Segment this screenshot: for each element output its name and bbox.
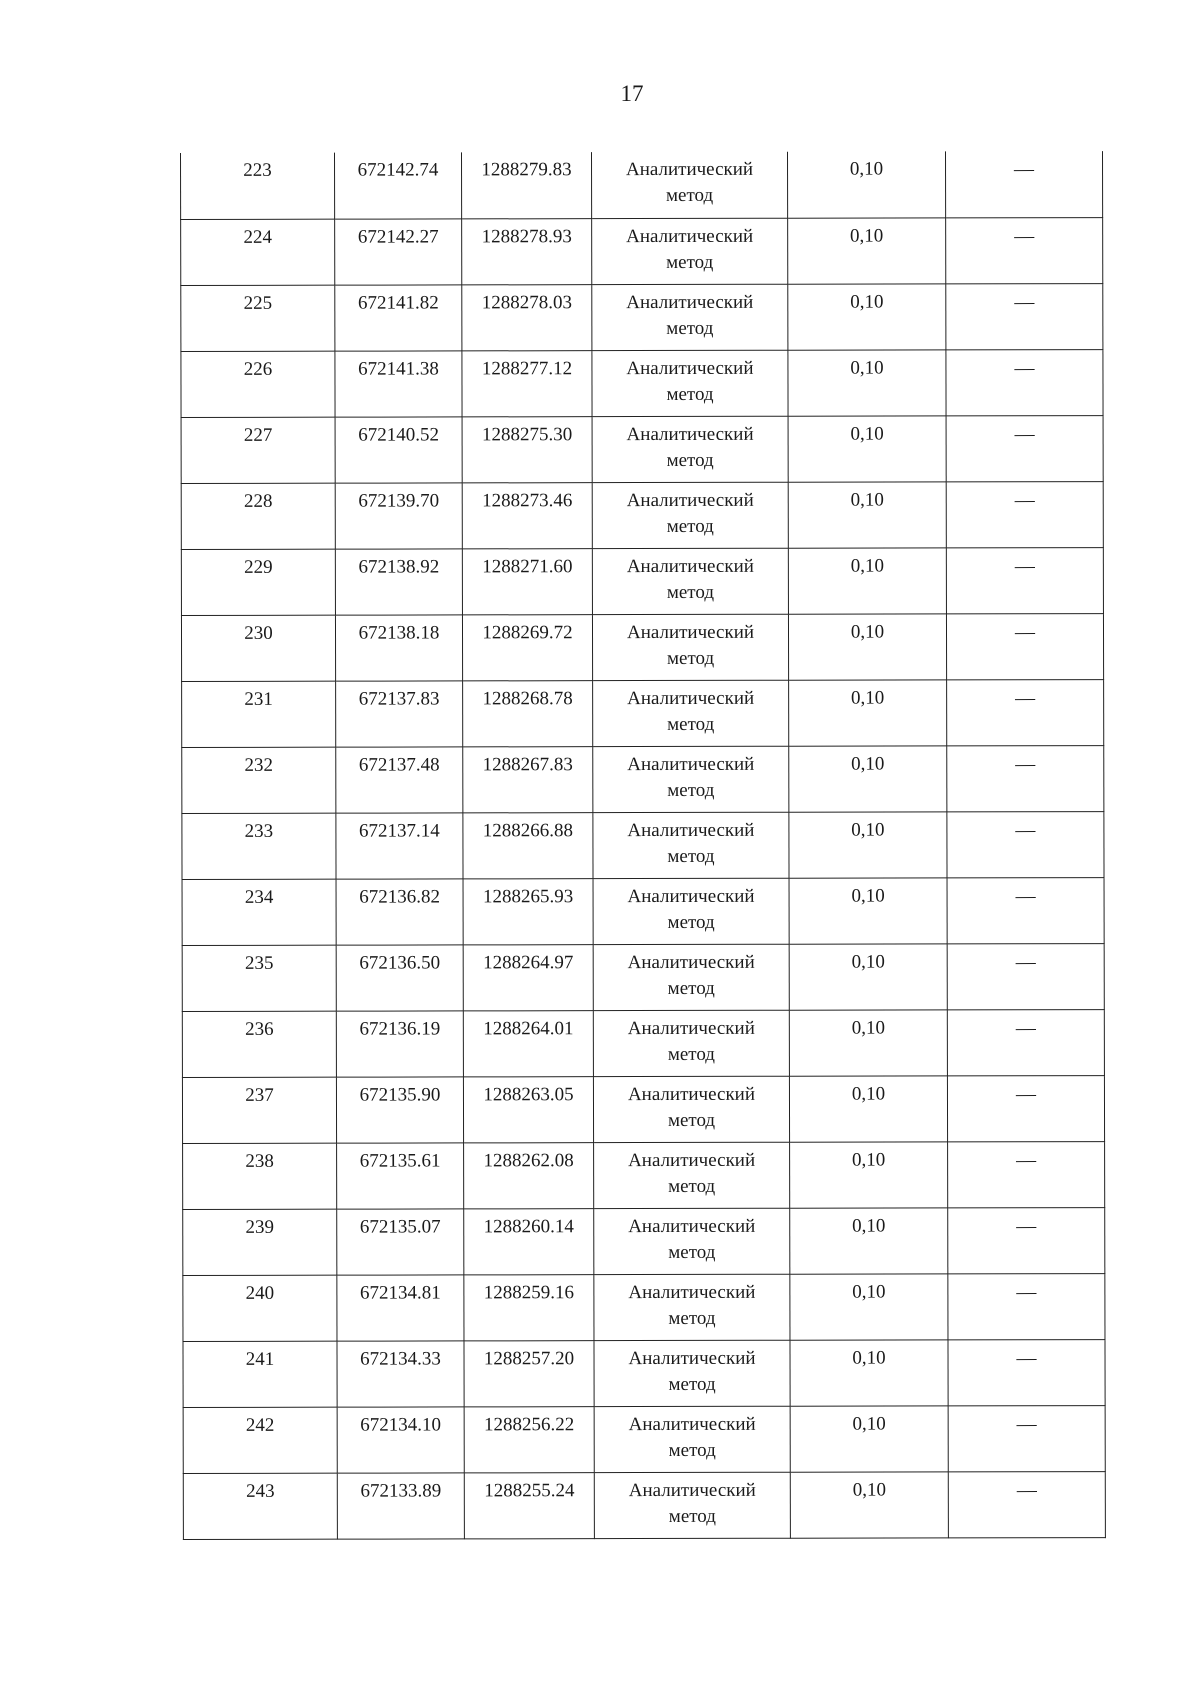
method-line-2: метод [667, 1109, 716, 1131]
x-coordinate-cell: 672138.18 [335, 614, 462, 680]
method-line-1: Аналитический [626, 555, 754, 577]
point-number-cell: 226 [181, 351, 335, 417]
method-line-1: Аналитический [626, 357, 754, 379]
method-line-1: Аналитический [627, 885, 755, 907]
y-coordinate-cell: 1288275.30 [462, 416, 592, 482]
description-cell: — [947, 877, 1104, 943]
point-number-cell: 240 [183, 1275, 337, 1341]
method-line-2: метод [666, 251, 714, 273]
y-coordinate-cell: 1288269.72 [462, 614, 592, 680]
accuracy-cell: 0,10 [789, 679, 947, 745]
point-number-cell: 239 [183, 1209, 337, 1275]
x-coordinate-cell: 672137.48 [336, 746, 463, 812]
x-coordinate-cell: 672135.90 [336, 1076, 463, 1142]
method-cell [592, 614, 788, 680]
method-cell [593, 944, 789, 1010]
method-line-1: Аналитический [626, 423, 754, 445]
point-number-cell: 231 [182, 681, 336, 747]
accuracy-cell: 0,10 [789, 745, 947, 811]
point-number-cell: 237 [182, 1077, 336, 1143]
accuracy-cell: 0,10 [790, 1141, 948, 1207]
point-number-cell: 232 [182, 747, 336, 813]
method-line-2: метод [667, 845, 715, 867]
method-line-1: Аналитический [627, 951, 755, 973]
point-number-cell: 241 [183, 1341, 337, 1407]
x-coordinate-cell: 672142.27 [335, 218, 462, 284]
method-line-1: Аналитический [626, 621, 755, 643]
table-row [183, 1273, 1105, 1341]
x-coordinate-cell: 672136.82 [336, 878, 463, 944]
description-cell: — [947, 943, 1104, 1009]
point-number-cell: 236 [182, 1011, 336, 1077]
method-line-2: метод [668, 1439, 716, 1461]
y-coordinate-cell: 1288255.24 [464, 1472, 594, 1538]
method-line-1: Аналитический [628, 1215, 756, 1237]
method-line-1: Аналитический [628, 1149, 756, 1171]
accuracy-cell: 0,10 [789, 1075, 947, 1141]
y-coordinate-cell: 1288262.08 [464, 1142, 594, 1208]
description-cell: — [945, 151, 1102, 217]
method-cell [594, 1142, 790, 1208]
description-cell: — [947, 1075, 1104, 1141]
x-coordinate-cell: 672141.38 [335, 350, 462, 416]
method-cell [593, 1076, 789, 1142]
method-line-2: метод [667, 977, 715, 999]
method-cell [594, 1406, 790, 1472]
method-line-1: Аналитический [627, 819, 755, 841]
method-cell [593, 812, 789, 878]
x-coordinate-cell: 672137.14 [336, 812, 463, 878]
accuracy-cell: 0,10 [788, 415, 946, 481]
point-number-cell: 234 [182, 879, 336, 945]
description-cell: — [946, 283, 1103, 349]
coordinates-table [180, 151, 1106, 1539]
x-coordinate-cell: 672141.82 [335, 284, 462, 350]
x-coordinate-cell: 672133.89 [337, 1472, 464, 1538]
accuracy-cell: 0,10 [788, 547, 946, 613]
table-row [183, 1207, 1105, 1275]
point-number-cell: 225 [181, 285, 335, 351]
description-cell: — [946, 481, 1103, 547]
point-number-cell: 242 [183, 1407, 337, 1473]
method-line-2: метод [668, 1505, 716, 1527]
method-line-1: Аналитический [628, 1413, 756, 1435]
y-coordinate-cell: 1288279.83 [461, 152, 591, 218]
point-number-cell: 233 [182, 813, 336, 879]
description-cell: — [948, 1273, 1105, 1339]
method-line-1: Аналитический [627, 687, 755, 709]
accuracy-cell: 0,10 [788, 349, 946, 415]
method-line-2: метод [668, 1307, 716, 1329]
table-body [181, 151, 1106, 1539]
method-line-1: Аналитический [625, 158, 754, 181]
method-line-2: метод [665, 184, 714, 206]
accuracy-cell: 0,10 [788, 481, 946, 547]
page-number: 17 [620, 81, 644, 106]
method-cell [591, 152, 787, 218]
table-row [182, 943, 1104, 1011]
x-coordinate-cell: 672135.07 [337, 1208, 464, 1274]
method-cell [594, 1274, 790, 1340]
point-number-cell: 243 [183, 1473, 337, 1539]
method-line-1: Аналитический [627, 1083, 756, 1105]
point-number-cell: 235 [182, 945, 336, 1011]
accuracy-cell: 0,10 [790, 1405, 948, 1471]
table-row [182, 877, 1104, 945]
description-cell: — [948, 1405, 1105, 1471]
method-line-2: метод [666, 383, 714, 405]
table-row [183, 1471, 1105, 1539]
x-coordinate-cell: 672136.50 [336, 944, 463, 1010]
y-coordinate-cell: 1288263.05 [463, 1076, 593, 1142]
x-coordinate-cell: 672140.52 [335, 416, 462, 482]
method-cell [592, 218, 788, 284]
accuracy-cell: 0,10 [790, 1339, 948, 1405]
y-coordinate-cell: 1288273.46 [462, 482, 592, 548]
y-coordinate-cell: 1288266.88 [463, 812, 593, 878]
point-number-cell: 229 [181, 549, 335, 615]
method-line-2: метод [666, 317, 714, 339]
table-row [181, 415, 1103, 483]
description-cell: — [948, 1471, 1105, 1537]
point-number-cell: 230 [181, 615, 335, 681]
method-line-2: метод [668, 1373, 716, 1395]
x-coordinate-cell: 672142.74 [334, 152, 461, 218]
x-coordinate-cell: 672134.81 [337, 1274, 464, 1340]
description-cell: — [948, 1141, 1105, 1207]
method-line-2: метод [667, 713, 715, 735]
method-line-1: Аналитический [627, 1017, 755, 1039]
y-coordinate-cell: 1288278.03 [462, 284, 592, 350]
table-row [182, 811, 1104, 879]
method-line-1: Аналитический [628, 1347, 756, 1369]
description-cell: — [947, 679, 1104, 745]
method-line-2: метод [668, 1175, 716, 1197]
method-cell [592, 284, 788, 350]
table-row [183, 1339, 1105, 1407]
accuracy-cell: 0,10 [787, 151, 945, 217]
method-line-2: метод [666, 515, 714, 537]
method-cell [593, 1010, 789, 1076]
accuracy-cell: 0,10 [790, 1273, 948, 1339]
method-cell [594, 1340, 790, 1406]
accuracy-cell: 0,10 [789, 943, 947, 1009]
y-coordinate-cell: 1288256.22 [464, 1406, 594, 1472]
x-coordinate-cell: 672139.70 [335, 482, 462, 548]
method-line-2: метод [667, 911, 715, 933]
method-line-1: Аналитический [626, 225, 754, 247]
x-coordinate-cell: 672138.92 [335, 548, 462, 614]
method-line-1: Аналитический [626, 489, 754, 511]
point-number-cell: 227 [181, 417, 335, 483]
method-cell [594, 1472, 790, 1538]
accuracy-cell: 0,10 [789, 877, 947, 943]
point-number-cell: 223 [181, 153, 335, 219]
method-cell [593, 746, 789, 812]
method-line-1: Аналитический [626, 291, 754, 313]
table-row [182, 1009, 1104, 1077]
description-cell: — [948, 1207, 1105, 1273]
point-number-cell: 224 [181, 219, 335, 285]
x-coordinate-cell: 672134.10 [337, 1406, 464, 1472]
point-number-cell: 228 [181, 483, 335, 549]
method-line-1: Аналитический [628, 1479, 756, 1501]
description-cell: — [947, 811, 1104, 877]
description-cell: — [947, 1009, 1104, 1075]
method-line-1: Аналитический [627, 753, 755, 775]
table-row [182, 1075, 1104, 1143]
method-line-2: метод [666, 449, 714, 471]
description-cell: — [948, 1339, 1105, 1405]
accuracy-cell: 0,10 [789, 1009, 947, 1075]
method-cell [594, 1208, 790, 1274]
description-cell: — [947, 745, 1104, 811]
table-row [183, 1141, 1105, 1209]
description-cell: — [946, 415, 1103, 481]
x-coordinate-cell: 672137.83 [336, 680, 463, 746]
y-coordinate-cell: 1288264.97 [463, 944, 593, 1010]
description-cell: — [946, 217, 1103, 283]
method-cell [593, 680, 789, 746]
y-coordinate-cell: 1288259.16 [464, 1274, 594, 1340]
y-coordinate-cell: 1288268.78 [463, 680, 593, 746]
y-coordinate-cell: 1288277.12 [462, 350, 592, 416]
method-cell [592, 482, 788, 548]
method-cell [592, 548, 788, 614]
description-cell: — [946, 349, 1103, 415]
x-coordinate-cell: 672136.19 [336, 1010, 463, 1076]
table-row [181, 151, 1103, 219]
accuracy-cell: 0,10 [789, 811, 947, 877]
description-cell: — [946, 547, 1103, 613]
y-coordinate-cell: 1288260.14 [464, 1208, 594, 1274]
point-number-cell: 238 [183, 1143, 337, 1209]
table-row [181, 613, 1103, 681]
accuracy-cell: 0,10 [788, 613, 946, 679]
method-line-2: метод [666, 647, 715, 669]
method-line-1: Аналитический [628, 1281, 756, 1303]
table-row [181, 547, 1103, 615]
accuracy-cell: 0,10 [790, 1471, 948, 1537]
y-coordinate-cell: 1288257.20 [464, 1340, 594, 1406]
table-row [181, 217, 1103, 285]
method-line-2: метод [668, 1241, 716, 1263]
method-cell [592, 416, 788, 482]
y-coordinate-cell: 1288271.60 [462, 548, 592, 614]
accuracy-cell: 0,10 [788, 283, 946, 349]
method-cell [592, 350, 788, 416]
y-coordinate-cell: 1288264.01 [463, 1010, 593, 1076]
method-cell [593, 878, 789, 944]
table-row [181, 283, 1103, 351]
y-coordinate-cell: 1288265.93 [463, 878, 593, 944]
y-coordinate-cell: 1288267.83 [463, 746, 593, 812]
x-coordinate-cell: 672135.61 [337, 1142, 464, 1208]
table-row [181, 349, 1103, 417]
accuracy-cell: 0,10 [790, 1207, 948, 1273]
table-row [182, 745, 1104, 813]
table-row [183, 1405, 1105, 1473]
y-coordinate-cell: 1288278.93 [462, 218, 592, 284]
description-cell: — [946, 613, 1103, 679]
method-line-2: метод [667, 1043, 715, 1065]
table-row [181, 481, 1103, 549]
accuracy-cell: 0,10 [788, 217, 946, 283]
method-line-2: метод [666, 581, 715, 603]
table-row [182, 679, 1104, 747]
method-line-2: метод [667, 779, 715, 801]
x-coordinate-cell: 672134.33 [337, 1340, 464, 1406]
